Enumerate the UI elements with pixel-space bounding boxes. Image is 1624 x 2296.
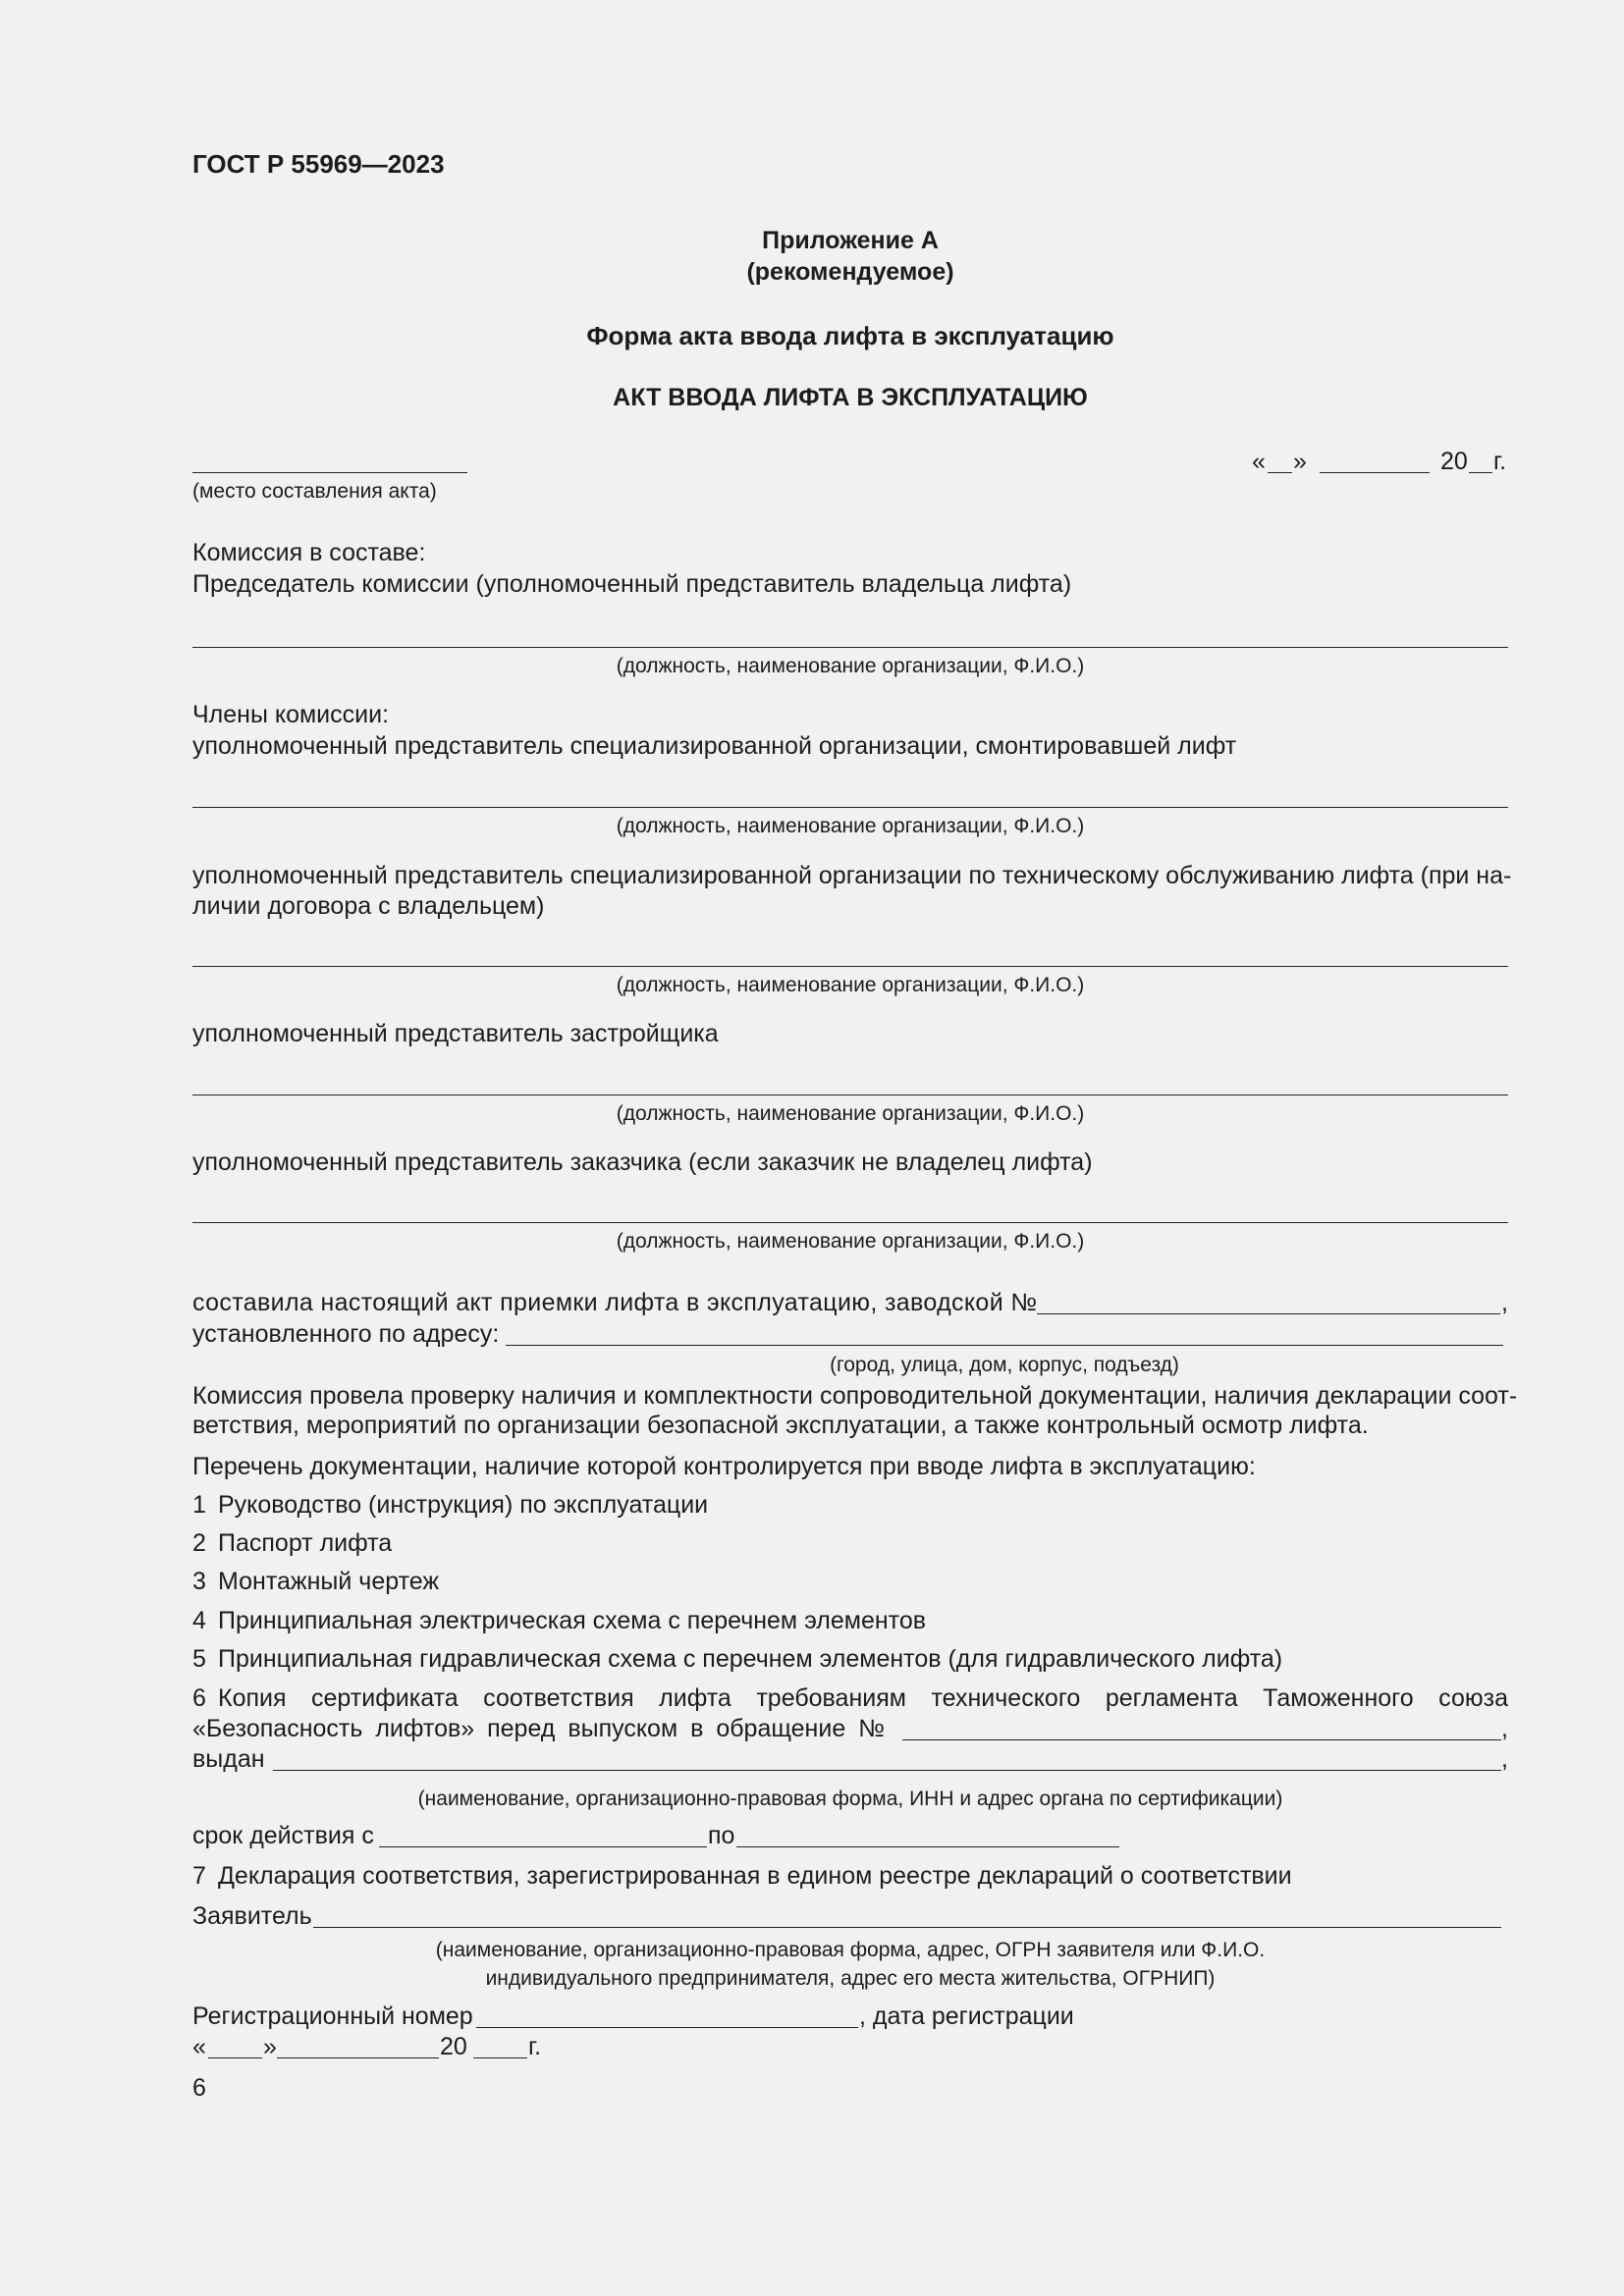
reg-number-line[interactable] xyxy=(476,2027,858,2028)
developer-caption: (должность, наименование организации, Ф.И.О.) xyxy=(616,1102,1085,1125)
list-item xyxy=(192,1528,392,1559)
date-year-line[interactable] xyxy=(1469,472,1492,473)
validity-to-label: по xyxy=(708,1822,735,1849)
comma: , xyxy=(1501,1289,1508,1316)
list-item xyxy=(192,1606,926,1636)
installer-caption: (должность, наименование организации, Ф.И.О.) xyxy=(616,815,1085,837)
item6-line1 xyxy=(192,1683,1508,1714)
list-intro: Перечень документации, наличие которой контролируется при вводе лифта в эксплуатацию: xyxy=(192,1453,1256,1480)
page-number: 6 xyxy=(192,2074,206,2102)
reg-number-label: Регистрационный номер xyxy=(192,2002,473,2030)
member-developer: уполномоченный представитель застройщика xyxy=(192,1020,719,1047)
doc-code: ГОСТ Р 55969—2023 xyxy=(192,149,445,179)
list-item xyxy=(192,1861,1292,1892)
commission-intro: Комиссия в составе: xyxy=(192,539,426,566)
member-service-line2: личии договора с владельцем) xyxy=(192,892,545,920)
chairman-line[interactable] xyxy=(192,647,1508,648)
reg-year-prefix: 20 xyxy=(440,2033,467,2060)
factory-number-line[interactable] xyxy=(1037,1313,1500,1314)
commission-chairman: Председатель комиссии (уполномоченный представитель владельца лифта) xyxy=(192,570,1072,598)
date-month-line[interactable] xyxy=(1320,472,1430,473)
reg-year-line[interactable] xyxy=(473,2057,527,2058)
list-item xyxy=(192,1567,439,1597)
item6-line2: «Безопасность лифтов» перед выпуском в обращение № xyxy=(192,1715,885,1742)
form-title: Форма акта ввода лифта в эксплуатацию xyxy=(586,321,1114,350)
reg-date-quote-close: » xyxy=(263,2033,277,2060)
place-line[interactable] xyxy=(192,472,467,473)
reg-year-suffix: г. xyxy=(528,2033,542,2060)
list-item-text: Принципиальная гидравлическая схема с перечнем элементов (для гидравлического лифта) xyxy=(218,1645,1283,1673)
reg-day-line[interactable] xyxy=(208,2057,262,2058)
validity-to-line[interactable] xyxy=(736,1846,1119,1847)
applicant-caption-line2: индивидуального предпринимателя, адрес его места жительства, ОГРНИП) xyxy=(485,1967,1216,1990)
comma: , xyxy=(1501,1715,1508,1742)
issued-by-line[interactable] xyxy=(273,1770,1501,1771)
date-year-suffix: г. xyxy=(1493,448,1507,475)
date-quote-close: » xyxy=(1293,448,1307,475)
list-item-text: Принципиальная электрическая схема с перечнем элементов xyxy=(218,1607,927,1634)
reg-date-label: , дата регистрации xyxy=(859,2002,1074,2030)
member-service-line1: уполномоченный представитель специализированной организации по техническому обслуживанию лифта (при на- xyxy=(192,862,1512,889)
list-item xyxy=(192,1644,1282,1675)
members-intro: Члены комиссии: xyxy=(192,701,390,728)
address-line[interactable] xyxy=(506,1345,1503,1346)
member-customer: уполномоченный представитель заказчика (если заказчик не владелец лифта) xyxy=(192,1148,1093,1176)
appendix-title: Приложение А xyxy=(762,227,939,254)
address-caption: (город, улица, дом, корпус, подъезд) xyxy=(830,1354,1179,1376)
list-item xyxy=(192,1490,708,1521)
list-item-number: 2 xyxy=(192,1529,206,1557)
customer-caption: (должность, наименование организации, Ф.И.О.) xyxy=(616,1230,1085,1253)
item7-number: 7 xyxy=(192,1862,206,1890)
list-item-number: 3 xyxy=(192,1568,206,1595)
list-item-text: Руководство (инструкция) по эксплуатации xyxy=(218,1491,709,1519)
list-item-number: 5 xyxy=(192,1645,206,1673)
applicant-label: Заявитель xyxy=(192,1902,312,1930)
comma: , xyxy=(1501,1745,1508,1773)
list-item-text: Монтажный чертеж xyxy=(218,1568,440,1595)
certificate-number-line[interactable] xyxy=(902,1739,1501,1740)
validity-from-label: срок действия с xyxy=(192,1822,374,1849)
act-line2: установленного по адресу: xyxy=(192,1320,500,1348)
list-item-number: 4 xyxy=(192,1607,206,1634)
appendix-note: (рекомендуемое) xyxy=(746,258,954,286)
service-caption: (должность, наименование организации, Ф.И.О.) xyxy=(616,974,1085,996)
item6-line1-text: Копия сертификата соответствия лифта требованиям технического регламента Таможенного союза xyxy=(218,1684,1508,1712)
installer-line[interactable] xyxy=(192,807,1508,808)
list-item-text: Паспорт лифта xyxy=(218,1529,393,1557)
item6-line3: выдан xyxy=(192,1745,265,1773)
member-installer: уполномоченный представитель специализированной организации, смонтировавшей лифт xyxy=(192,732,1237,760)
check-line1: Комиссия провела проверку наличия и комплектности сопроводительной документации, наличия декларации соот- xyxy=(192,1382,1518,1410)
service-line[interactable] xyxy=(192,966,1508,967)
applicant-caption-line1: (наименование, организационно-правовая форма, адрес, ОГРН заявителя или Ф.И.О. xyxy=(435,1939,1266,1961)
item6-caption: (наименование, организационно-правовая форма, ИНН и адрес органа по сертификации) xyxy=(417,1788,1283,1810)
list-item-number: 1 xyxy=(192,1491,206,1519)
chairman-caption: (должность, наименование организации, Ф.И.О.) xyxy=(616,655,1085,677)
applicant-line[interactable] xyxy=(313,1927,1501,1928)
date-quote-open: « xyxy=(1252,448,1266,475)
item7-text: Декларация соответствия, зарегистрированная в едином реестре деклараций о соответствии xyxy=(218,1862,1292,1890)
check-line2: ветствия, мероприятий по организации безопасной эксплуатации, а также контрольный осмотр лифта. xyxy=(192,1412,1369,1439)
item6-number: 6 xyxy=(192,1684,206,1712)
date-year-prefix: 20 xyxy=(1440,448,1468,475)
act-title: АКТ ВВОДА ЛИФТА В ЭКСПЛУАТАЦИЮ xyxy=(613,384,1088,411)
customer-line[interactable] xyxy=(192,1222,1508,1223)
place-caption: (место составления акта) xyxy=(192,480,437,503)
act-line1: составила настоящий акт приемки лифта в эксплуатацию, заводской № xyxy=(192,1289,1038,1316)
date-day-line[interactable] xyxy=(1268,472,1292,473)
validity-from-line[interactable] xyxy=(379,1846,707,1847)
reg-month-line[interactable] xyxy=(277,2057,439,2058)
reg-date-quote-open: « xyxy=(192,2033,206,2060)
